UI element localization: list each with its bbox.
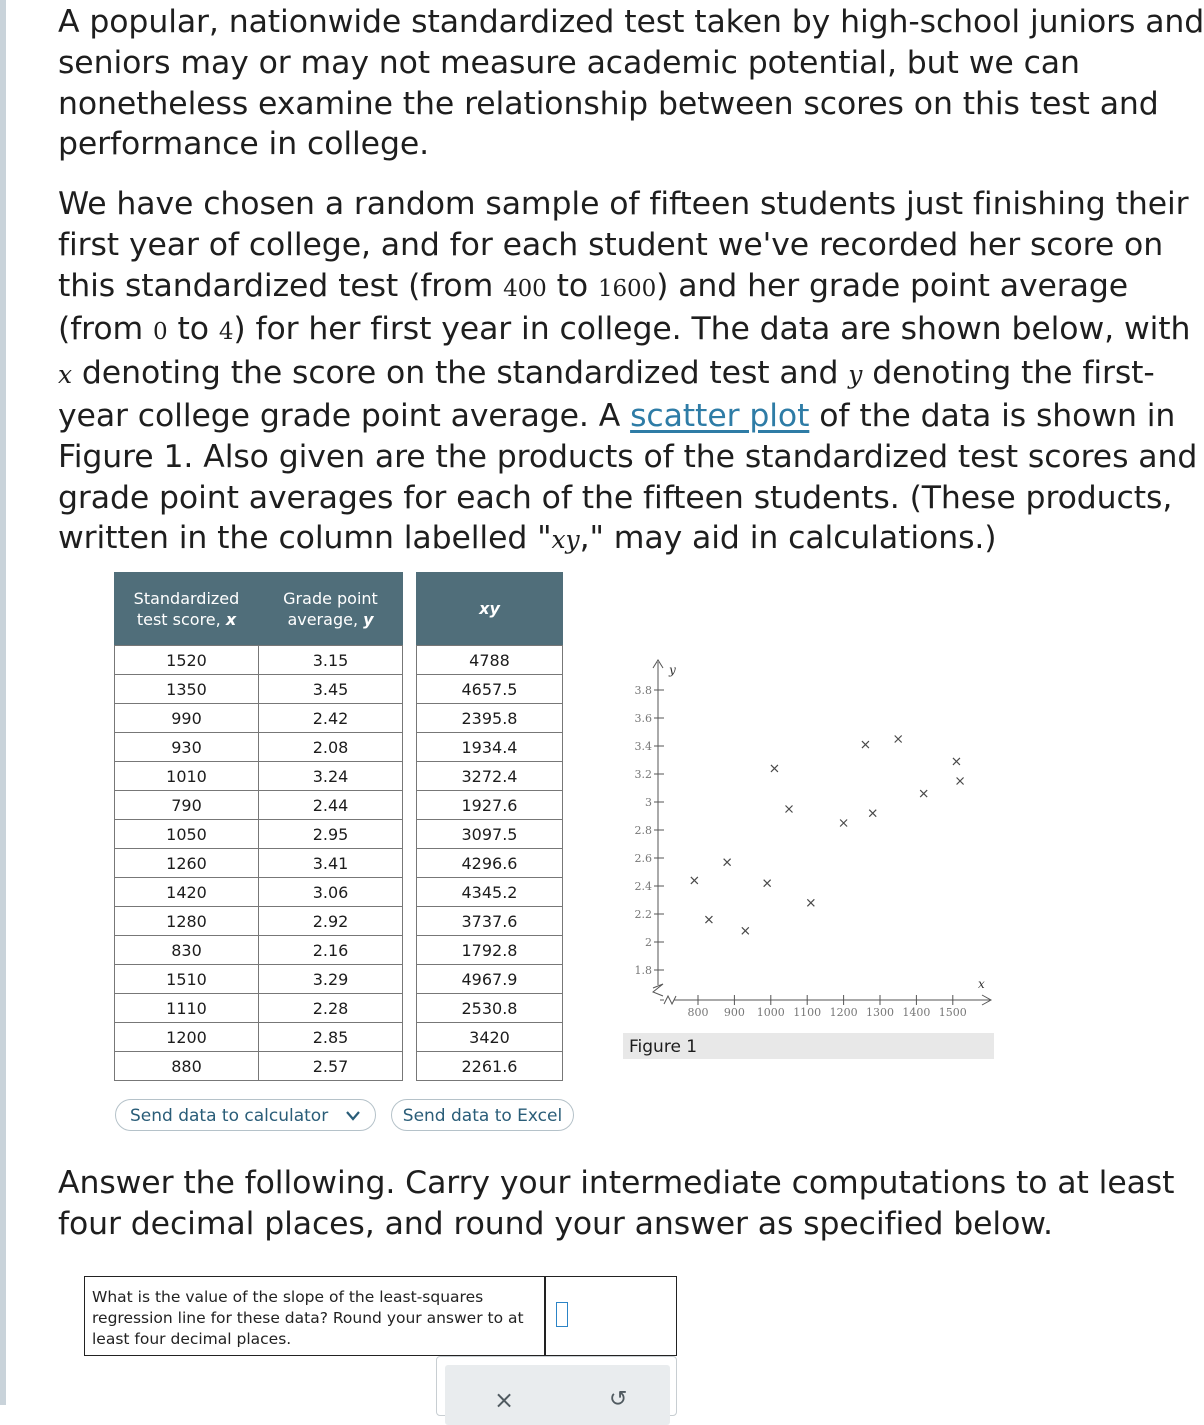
cell-x: 1110 <box>115 994 259 1023</box>
cell-y: 2.08 <box>259 733 403 762</box>
cell-x: 790 <box>115 791 259 820</box>
data-point <box>920 790 927 797</box>
table-row <box>417 704 563 733</box>
cell-xy: 4788 <box>417 646 563 675</box>
table-row <box>417 907 563 936</box>
y-tick-label: 3.8 <box>634 684 652 697</box>
data-point <box>895 736 902 743</box>
intro-line: written in the column labelled "xy," may aid in calculations.) <box>58 520 997 557</box>
cell-x: 880 <box>115 1052 259 1081</box>
y-tick-label: 3.4 <box>634 740 652 753</box>
data-point <box>840 820 847 827</box>
y-tick-label: 1.8 <box>634 964 652 977</box>
cell-xy: 2530.8 <box>417 994 563 1023</box>
intro-line: (from 0 to 4) for her first year in college. The data are shown below, with <box>58 311 1191 348</box>
table-row <box>417 675 563 704</box>
figure-caption: Figure 1 <box>623 1033 994 1059</box>
table-row <box>115 878 403 907</box>
cell-x: 1420 <box>115 878 259 907</box>
cell-xy: 3097.5 <box>417 820 563 849</box>
cell-xy: 2261.6 <box>417 1052 563 1081</box>
data-point <box>869 810 876 817</box>
table-row <box>115 936 403 965</box>
table-row <box>115 1023 403 1052</box>
y-tick-label: 2.4 <box>634 880 652 893</box>
y-tick-label: 3.6 <box>634 712 652 725</box>
table-row <box>115 849 403 878</box>
min-gpa: 0 <box>153 319 168 346</box>
cell-y: 2.16 <box>259 936 403 965</box>
xy-table <box>416 572 563 1081</box>
cell-y: 2.57 <box>259 1052 403 1081</box>
cell-y: 3.45 <box>259 675 403 704</box>
data-point <box>724 859 731 866</box>
cell-y: 2.44 <box>259 791 403 820</box>
intro-line: this standardized test (from 400 to 1600) and her grade point average <box>58 267 1129 304</box>
cell-xy: 4296.6 <box>417 849 563 878</box>
data-table-body <box>115 645 403 1081</box>
table-row <box>417 878 563 907</box>
x-tick-label: 1000 <box>756 1006 785 1019</box>
table-row <box>115 907 403 936</box>
intro-line: A popular, nationwide standardized test taken by high-school juniors and <box>58 4 1204 40</box>
intro-paragraph-2 <box>58 184 1204 561</box>
table-row <box>417 1023 563 1052</box>
y-tick-label: 2.8 <box>634 824 652 837</box>
table-row <box>115 646 403 675</box>
cell-y: 3.15 <box>259 646 403 675</box>
data-point <box>807 899 814 906</box>
intro-paragraph-1 <box>58 2 1204 165</box>
cell-x: 1520 <box>115 646 259 675</box>
send-to-calculator-button[interactable] <box>115 1099 376 1131</box>
data-point <box>691 877 698 884</box>
cell-x: 1200 <box>115 1023 259 1052</box>
data-point <box>786 806 793 813</box>
table-row <box>417 762 563 791</box>
x-tick-label: 1500 <box>938 1006 967 1019</box>
data-point <box>862 741 869 748</box>
x-axis-label: x <box>978 977 985 991</box>
y-tick-label: 2 <box>645 936 652 949</box>
data-point <box>953 758 960 765</box>
undo-icon[interactable]: ↺ <box>609 1387 628 1412</box>
header-xy: xy <box>417 573 563 645</box>
table-row <box>417 733 563 762</box>
table-row <box>115 675 403 704</box>
table-row <box>417 994 563 1023</box>
y-tick-label: 3.2 <box>634 768 652 781</box>
data-point <box>771 765 778 772</box>
x-tick-label: 1300 <box>866 1006 894 1019</box>
send-to-calculator-label: Send data to calculator <box>130 1106 329 1126</box>
header-gpa: Grade point average, y <box>259 573 403 645</box>
instructions <box>58 1163 1204 1245</box>
intro-line: x denoting the score on the standardized test and y denoting the first- <box>58 355 1155 392</box>
cell-x: 1260 <box>115 849 259 878</box>
table-row <box>417 936 563 965</box>
cell-x: 1050 <box>115 820 259 849</box>
cell-y: 3.41 <box>259 849 403 878</box>
data-point <box>742 927 749 934</box>
instructions-line: Answer the following. Carry your intermediate computations to at least <box>58 1165 1175 1201</box>
data-point <box>705 916 712 923</box>
header-test-score: Standardized test score, x <box>115 573 259 645</box>
cell-y: 2.85 <box>259 1023 403 1052</box>
max-score: 1600 <box>597 275 657 302</box>
intro-line: seniors may or may not measure academic potential, but we can <box>58 44 1080 81</box>
max-gpa: 4 <box>218 319 234 346</box>
table-row <box>115 762 403 791</box>
y-tick-label: 2.6 <box>634 852 652 865</box>
cell-x: 1280 <box>115 907 259 936</box>
x-tick-label: 1400 <box>902 1006 931 1019</box>
answer-toolbar <box>436 1356 677 1416</box>
table-row <box>417 965 563 994</box>
var-y: y <box>848 360 863 390</box>
cell-x: 830 <box>115 936 259 965</box>
var-x: x <box>58 360 72 390</box>
cell-y: 3.29 <box>259 965 403 994</box>
data-point <box>957 778 964 785</box>
cell-x: 1350 <box>115 675 259 704</box>
cell-xy: 1934.4 <box>417 733 563 762</box>
x-tick-label: 1200 <box>829 1006 858 1019</box>
intro-line: nonetheless examine the relationship between scores on this test and <box>58 85 1159 122</box>
y-axis-label: y <box>669 663 676 677</box>
cell-y: 3.24 <box>259 762 403 791</box>
cell-xy: 3272.4 <box>417 762 563 791</box>
cell-y: 3.06 <box>259 878 403 907</box>
y-axis-break <box>653 984 663 996</box>
var-xy: xy <box>551 525 580 555</box>
scatter-plot <box>628 650 998 1030</box>
x-axis-break <box>664 996 676 1004</box>
y-tick-label: 3 <box>645 796 652 809</box>
cell-x: 1010 <box>115 762 259 791</box>
xy-table-body <box>417 645 563 1081</box>
cell-x: 930 <box>115 733 259 762</box>
table-row <box>115 994 403 1023</box>
intro-line: Figure 1. Also given are the products of the standardized test scores and <box>58 438 1198 475</box>
question-box <box>84 1276 677 1356</box>
intro-line: year college grade point average. A scatter plot of the data is shown in <box>58 397 1176 434</box>
min-score: 400 <box>503 275 547 302</box>
cell-y: 2.28 <box>259 994 403 1023</box>
cell-x: 990 <box>115 704 259 733</box>
cell-x: 1510 <box>115 965 259 994</box>
cell-y: 2.92 <box>259 907 403 936</box>
table-row <box>417 1052 563 1081</box>
send-to-excel-button[interactable]: Send data to Excel <box>391 1099 574 1131</box>
slope-answer-input[interactable] <box>556 1302 568 1327</box>
cell-xy: 4657.5 <box>417 675 563 704</box>
x-tick-label: 800 <box>687 1006 709 1019</box>
x-tick-label: 1100 <box>793 1006 822 1019</box>
table-row <box>115 820 403 849</box>
cell-y: 2.42 <box>259 704 403 733</box>
table-row <box>115 733 403 762</box>
instructions-line: four decimal places, and round your answer as specified below. <box>58 1205 1053 1242</box>
cell-xy: 4345.2 <box>417 878 563 907</box>
table-row <box>115 1052 403 1081</box>
table-row <box>417 791 563 820</box>
cell-xy: 1792.8 <box>417 936 563 965</box>
y-tick-label: 2.2 <box>634 908 652 921</box>
question-text: What is the value of the slope of the least-squares regression line for these data? Round your answer to at least four decimal places. <box>92 1288 524 1348</box>
table-row <box>115 965 403 994</box>
cell-xy: 3420 <box>417 1023 563 1052</box>
table-row <box>417 820 563 849</box>
table-row <box>115 704 403 733</box>
cell-xy: 2395.8 <box>417 704 563 733</box>
intro-line: We have chosen a random sample of fifteen students just finishing their <box>58 186 1189 222</box>
chevron-down-icon[interactable] <box>345 1100 361 1143</box>
left-rail <box>0 0 6 1405</box>
cell-xy: 4967.9 <box>417 965 563 994</box>
table-row <box>115 791 403 820</box>
x-tick-label: 900 <box>723 1006 745 1019</box>
intro-line: performance in college. <box>58 126 430 163</box>
scatter-plot-link[interactable]: scatter plot <box>630 397 810 434</box>
intro-line: first year of college, and for each student we've recorded her score on <box>58 226 1164 263</box>
clear-icon[interactable]: × <box>494 1386 515 1414</box>
cell-xy: 3737.6 <box>417 907 563 936</box>
table-row <box>417 849 563 878</box>
cell-y: 2.95 <box>259 820 403 849</box>
table-row <box>417 646 563 675</box>
answer-toolbar-inner <box>445 1365 670 1425</box>
intro-line: grade point averages for each of the fifteen students. (These products, <box>58 479 1173 516</box>
data-table <box>114 572 403 1081</box>
question-divider <box>544 1277 546 1355</box>
cell-xy: 1927.6 <box>417 791 563 820</box>
data-point <box>764 880 771 887</box>
